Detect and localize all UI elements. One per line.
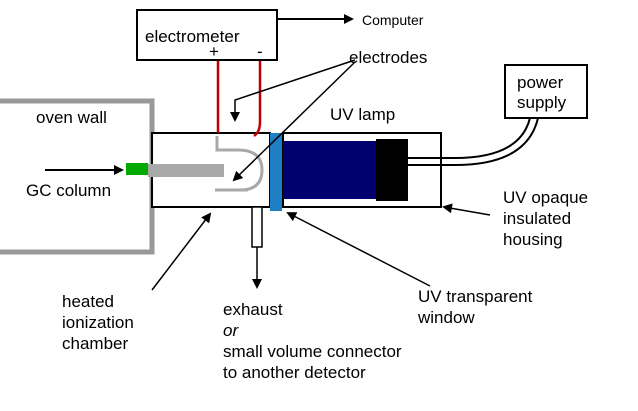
label-heated-3: chamber	[62, 334, 129, 353]
chamber-arrow	[152, 214, 210, 290]
label-uv-transparent-1: UV transparent	[418, 287, 533, 306]
label-exhaust: exhaust	[223, 300, 283, 319]
window-arrow	[288, 213, 430, 286]
label-uv-transparent-2: window	[418, 308, 475, 327]
wire-negative	[254, 60, 260, 136]
label-uv-opaque-2: insulated	[503, 209, 572, 228]
power-cable-1	[408, 118, 530, 158]
housing-arrow	[444, 207, 490, 215]
label-another-detector: to another detector	[223, 363, 366, 382]
label-heated-2: ionization	[62, 313, 134, 332]
uv-lamp-body	[283, 141, 383, 199]
label-oven-wall: oven wall	[36, 108, 107, 127]
label-electrometer: electrometer	[145, 27, 240, 46]
label-plus: +	[209, 42, 219, 61]
label-small-volume: small volume connector	[223, 342, 402, 361]
gc-column-tube	[148, 164, 224, 177]
label-gc-column: GC column	[26, 181, 112, 200]
exhaust-tube	[252, 207, 262, 247]
uv-lamp-cap	[376, 139, 408, 201]
label-heated-1: heated	[62, 292, 114, 311]
label-computer: Computer	[362, 12, 424, 28]
label-uv-lamp: UV lamp	[330, 105, 396, 124]
label-power-1: power	[517, 73, 564, 92]
label-electrodes: electrodes	[349, 48, 428, 67]
gc-column-tip	[126, 163, 148, 175]
label-minus: -	[257, 42, 263, 61]
label-power-2: supply	[517, 93, 567, 112]
label-or: or	[223, 321, 239, 340]
label-uv-opaque-3: housing	[503, 230, 563, 249]
label-uv-opaque-1: UV opaque	[503, 188, 589, 207]
uv-window	[270, 133, 282, 211]
